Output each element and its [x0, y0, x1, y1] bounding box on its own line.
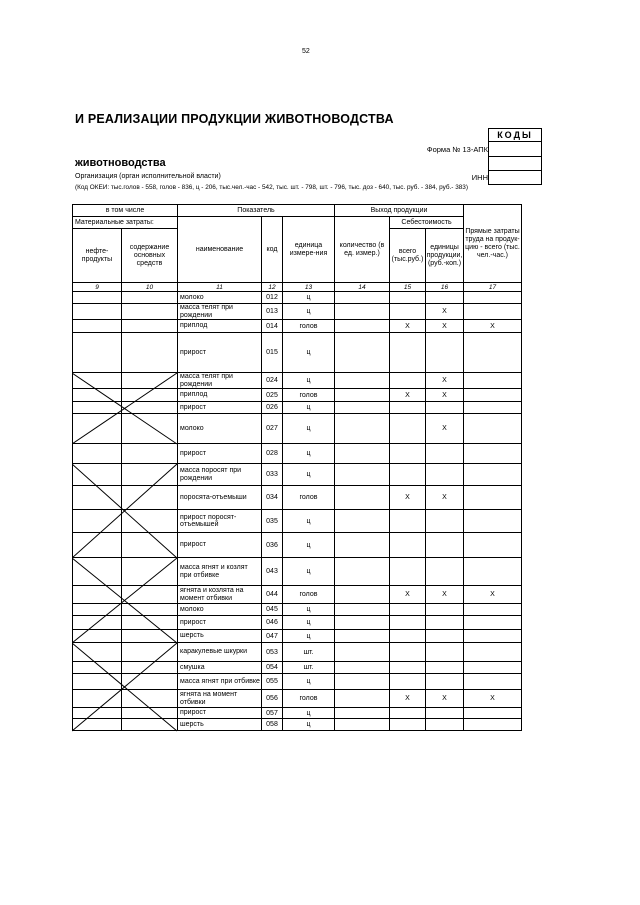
cell-vsego [390, 533, 426, 558]
row-unit: голов [283, 586, 335, 604]
row-unit: голов [283, 389, 335, 402]
cell-kolich[interactable] [335, 674, 390, 690]
cell-kolich[interactable] [335, 464, 390, 486]
cell-pryamye [464, 304, 522, 320]
row-name: масса телят при рождении [178, 373, 262, 389]
cell-pryamye [464, 292, 522, 304]
cell-vsego [390, 402, 426, 414]
cell-pryamye: X [464, 690, 522, 708]
row-code: 036 [262, 533, 283, 558]
row-code: 058 [262, 719, 283, 731]
row-code: 026 [262, 402, 283, 414]
row-unit: ц [283, 533, 335, 558]
col-num: 17 [464, 283, 522, 292]
cell-pryamye [464, 373, 522, 389]
row-name: прирост [178, 444, 262, 464]
row-code: 047 [262, 630, 283, 643]
cell-edin-prod [426, 402, 464, 414]
cell-vsego: X [390, 320, 426, 333]
cell-edin-prod [426, 558, 464, 586]
row-name: масса поросят при рождении [178, 464, 262, 486]
cell-pryamye [464, 674, 522, 690]
cell-vsego: X [390, 690, 426, 708]
row-name: каракулевые шкурки [178, 643, 262, 662]
row-unit: шт. [283, 643, 335, 662]
form-title: И РЕАЛИЗАЦИИ ПРОДУКЦИИ ЖИВОТНОВОДСТВА [75, 112, 394, 126]
cell-kolich[interactable] [335, 292, 390, 304]
cell-kolich[interactable] [335, 616, 390, 630]
kody-header: КОДЫ [488, 128, 542, 142]
row-unit: ц [283, 333, 335, 373]
cell-vsego [390, 604, 426, 616]
cell-kolich[interactable] [335, 373, 390, 389]
row-code: 044 [262, 586, 283, 604]
header-kolich: количество (в ед. измер.) [335, 217, 390, 283]
cell-edin-prod [426, 464, 464, 486]
row-unit: ц [283, 719, 335, 731]
row-code: 027 [262, 414, 283, 444]
cell-edin-prod [426, 533, 464, 558]
cell-kolich[interactable] [335, 414, 390, 444]
cell-pryamye [464, 510, 522, 533]
cell-vsego [390, 510, 426, 533]
header-vyhod: Выход продукции [335, 205, 464, 217]
row-name: прирост [178, 402, 262, 414]
header-edin-prod: единицы продукции, (руб.-коп.) [426, 229, 464, 283]
cell-pryamye [464, 558, 522, 586]
row-name: поросята-отъемыши [178, 486, 262, 510]
row-unit: ц [283, 674, 335, 690]
cell-vsego [390, 414, 426, 444]
cell-edin-prod [426, 616, 464, 630]
cell-kolich[interactable] [335, 533, 390, 558]
cell-vsego [390, 292, 426, 304]
cell-vsego [390, 719, 426, 731]
cell-pryamye [464, 389, 522, 402]
row-name: шерсть [178, 719, 262, 731]
cell-edin-prod [426, 719, 464, 731]
row-name: шерсть [178, 630, 262, 643]
row-unit: голов [283, 320, 335, 333]
okei-codes: (Код ОКЕИ: тыс.голов - 558, голов - 836, ц - 206, тыс.чел.-час - 542, тыс. шт. - 798, шт. - 796, тыс. доз - 640, тыс. руб. - 384, руб.- 383) [75, 184, 468, 191]
row-unit: ц [283, 604, 335, 616]
cell-kolich[interactable] [335, 333, 390, 373]
col-num: 13 [283, 283, 335, 292]
row-name: прирост [178, 616, 262, 630]
cell-edin-prod: X [426, 304, 464, 320]
cell-kolich[interactable] [335, 719, 390, 731]
page-number: 52 [302, 48, 310, 55]
row-name: ягнята и козлята на момент отбивки [178, 586, 262, 604]
cell-edin-prod: X [426, 690, 464, 708]
row-unit: голов [283, 690, 335, 708]
cell-pryamye: X [464, 320, 522, 333]
col-num: 12 [262, 283, 283, 292]
cell-edin-prod [426, 643, 464, 662]
cell-edin-prod [426, 630, 464, 643]
header-sebest: Себестоимость [390, 217, 464, 229]
header-naim: наименование [178, 217, 262, 283]
cell-vsego [390, 464, 426, 486]
row-name: прирост [178, 708, 262, 719]
cell-kolich[interactable] [335, 604, 390, 616]
row-code: 012 [262, 292, 283, 304]
cell-edin-prod: X [426, 389, 464, 402]
cell-pryamye [464, 486, 522, 510]
row-unit: ц [283, 464, 335, 486]
header-edin: единица измере-ния [283, 217, 335, 283]
col-num: 14 [335, 283, 390, 292]
row-code: 014 [262, 320, 283, 333]
row-unit: ц [283, 402, 335, 414]
cell-edin-prod: X [426, 486, 464, 510]
cell-vsego [390, 444, 426, 464]
cell-kolich[interactable] [335, 444, 390, 464]
cell-vsego [390, 333, 426, 373]
cell-kolich[interactable] [335, 510, 390, 533]
cell-pryamye [464, 333, 522, 373]
cell-vsego [390, 630, 426, 643]
row-code: 025 [262, 389, 283, 402]
col-num: 15 [390, 283, 426, 292]
cell-pryamye [464, 604, 522, 616]
row-name: прирост [178, 533, 262, 558]
kody-box-forma[interactable] [488, 142, 542, 157]
cell-edin-prod [426, 510, 464, 533]
row-code: 045 [262, 604, 283, 616]
cell-edin-prod: X [426, 373, 464, 389]
cell-edin-prod: X [426, 586, 464, 604]
cell-pryamye [464, 643, 522, 662]
row-unit: ц [283, 414, 335, 444]
cell-kolich[interactable] [335, 630, 390, 643]
row-unit: ц [283, 304, 335, 320]
col-num: 10 [122, 283, 178, 292]
form-subtitle: животноводства [75, 157, 166, 169]
row-code: 013 [262, 304, 283, 320]
cell-pryamye [464, 630, 522, 643]
cell-kolich[interactable] [335, 486, 390, 510]
cell-edin-prod: X [426, 414, 464, 444]
row-code: 035 [262, 510, 283, 533]
cell-edin-prod [426, 674, 464, 690]
cell-edin-prod: X [426, 320, 464, 333]
cell-pryamye [464, 402, 522, 414]
header-neft: нефте-продукты [73, 229, 122, 283]
cell-vsego [390, 558, 426, 586]
row-unit: ц [283, 616, 335, 630]
cell-kolich[interactable] [335, 690, 390, 708]
cell-edin-prod [426, 292, 464, 304]
cell-vsego [390, 616, 426, 630]
row-unit: ц [283, 444, 335, 464]
row-name: масса телят при рождении [178, 304, 262, 320]
row-name: масса ягнят и козлят при отбивке [178, 558, 262, 586]
inn-label: ИНН [471, 173, 488, 182]
row-unit: голов [283, 486, 335, 510]
row-unit: шт. [283, 662, 335, 674]
cell-pryamye [464, 616, 522, 630]
cell-vsego [390, 643, 426, 662]
row-name: масса ягнят при отбивке [178, 674, 262, 690]
header-vtom-chisle: в том числе [73, 205, 178, 217]
row-code: 057 [262, 708, 283, 719]
col-num: 16 [426, 283, 464, 292]
cell-vsego: X [390, 586, 426, 604]
cell-pryamye [464, 414, 522, 444]
row-unit: ц [283, 558, 335, 586]
kody-box-org[interactable] [488, 156, 542, 171]
cell-pryamye [464, 662, 522, 674]
cell-vsego [390, 662, 426, 674]
cell-kolich[interactable] [335, 558, 390, 586]
org-label: Организация (орган исполнительной власти) [75, 173, 221, 180]
row-unit: ц [283, 708, 335, 719]
cell-kolich[interactable] [335, 320, 390, 333]
cell-edin-prod [426, 604, 464, 616]
cell-kolich[interactable] [335, 389, 390, 402]
row-name: молоко [178, 604, 262, 616]
cell-kolich[interactable] [335, 708, 390, 719]
cell-vsego [390, 674, 426, 690]
row-unit: ц [283, 630, 335, 643]
row-name: ягнята на момент отбивки [178, 690, 262, 708]
cell-kolich[interactable] [335, 643, 390, 662]
header-soderzh: содержание основных средств [122, 229, 178, 283]
forma-label: Форма № 13-АПК [426, 145, 488, 154]
cell-edin-prod [426, 662, 464, 674]
col-num: 11 [178, 283, 262, 292]
crossed-blocks [72, 292, 182, 772]
row-code: 053 [262, 643, 283, 662]
header-pryamye: Прямые затраты труда на продук-цию - всего (тыс. чел.-час.) [464, 205, 522, 283]
header-vsego: всего (тыс.руб.) [390, 229, 426, 283]
row-name: прирост [178, 333, 262, 373]
row-name: прирост поросят-отъемышей [178, 510, 262, 533]
cell-pryamye [464, 719, 522, 731]
row-code: 024 [262, 373, 283, 389]
row-code: 046 [262, 616, 283, 630]
kody-box-inn[interactable] [488, 170, 542, 185]
header-kod: код [262, 217, 283, 283]
row-name: молоко [178, 292, 262, 304]
header-material: Материальные затраты: [73, 217, 178, 229]
cell-pryamye [464, 533, 522, 558]
cell-pryamye [464, 464, 522, 486]
header-pokazatel: Показатель [178, 205, 335, 217]
cell-kolich[interactable] [335, 304, 390, 320]
cell-pryamye: X [464, 586, 522, 604]
cell-kolich[interactable] [335, 662, 390, 674]
row-code: 028 [262, 444, 283, 464]
cell-vsego: X [390, 389, 426, 402]
cell-kolich[interactable] [335, 402, 390, 414]
row-name: приплод [178, 320, 262, 333]
cell-edin-prod [426, 333, 464, 373]
row-code: 033 [262, 464, 283, 486]
row-code: 043 [262, 558, 283, 586]
cell-edin-prod [426, 708, 464, 719]
col-num: 9 [73, 283, 122, 292]
cell-pryamye [464, 444, 522, 464]
row-code: 056 [262, 690, 283, 708]
row-code: 055 [262, 674, 283, 690]
cell-vsego: X [390, 486, 426, 510]
cell-edin-prod [426, 444, 464, 464]
row-unit: ц [283, 292, 335, 304]
row-code: 015 [262, 333, 283, 373]
cell-vsego [390, 304, 426, 320]
cell-vsego [390, 708, 426, 719]
row-code: 034 [262, 486, 283, 510]
row-unit: ц [283, 373, 335, 389]
row-unit: ц [283, 510, 335, 533]
row-name: молоко [178, 414, 262, 444]
row-name: приплод [178, 389, 262, 402]
cell-kolich[interactable] [335, 586, 390, 604]
row-code: 054 [262, 662, 283, 674]
cell-vsego [390, 373, 426, 389]
row-name: смушка [178, 662, 262, 674]
cell-pryamye [464, 708, 522, 719]
